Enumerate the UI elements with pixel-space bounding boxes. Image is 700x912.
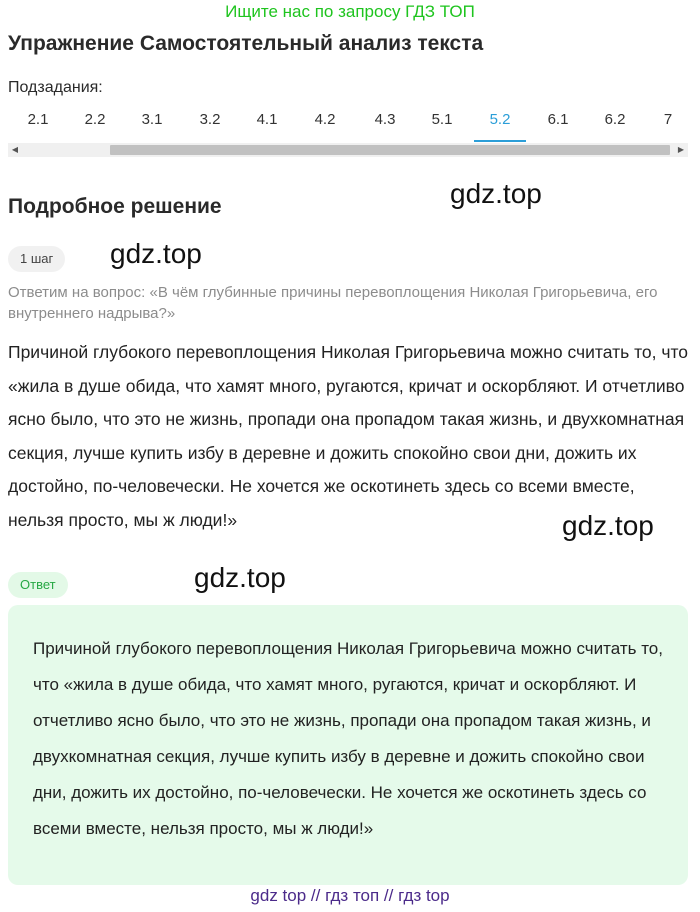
tab-subtask[interactable]: 5.1 [431, 111, 453, 128]
scroll-thumb[interactable] [110, 145, 670, 155]
section-title: Подробное решение [8, 195, 222, 218]
answer-box [8, 605, 688, 885]
tab-subtask[interactable]: 7 [663, 111, 673, 128]
tab-subtask[interactable]: 4.3 [374, 111, 396, 128]
tab-subtask-active[interactable]: 5.2 [474, 104, 526, 142]
tabs-scrollbar[interactable] [8, 143, 688, 157]
step-badge: 1 шаг [8, 246, 65, 272]
footer-links: gdz top // гдз топ // гдз top [250, 886, 450, 905]
tab-subtask[interactable]: 4.1 [256, 111, 278, 128]
solution-text: Причиной глубокого перевоплощения Николая Григорьевича можно считать то, что «жила в душе обида, что хамят много, ругаются, кричат и оскорбляют. И отчетливо ясно было, что это не жизнь, пропади она пропадом такая жизнь, и двухкомнатная секция, лучше купить избу в деревне и дожить спокойно свои дни, дожить их достойно, по-человечески. Не хочется же оскотинеть здесь со всеми вместе, нельзя просто, мы ж люди!» [8, 342, 689, 530]
answer-badge: Ответ [8, 572, 68, 598]
answer-text: Причиной глубокого перевоплощения Николая Григорьевича можно считать то, что «жила в душе обида, что хамят много, ругаются, кричат и оскорбляют. И отчетливо ясно было, что это не жизнь, пропади она пропадом такая жизнь, и двухкомнатная секция, лучше купить избу в деревне и дожить спокойно свои дни, дожить их достойно, по-человечески. Не хочется же оскотинеть здесь со всеми вместе, нельзя просто, мы ж люди!» [33, 639, 663, 838]
watermark: gdz.top [562, 510, 654, 541]
watermark: gdz.top [194, 562, 286, 593]
tab-subtask[interactable]: 6.2 [604, 111, 626, 128]
watermark: gdz.top [110, 238, 202, 269]
scroll-left-icon[interactable]: ◀ [11, 145, 19, 154]
tab-subtask[interactable]: 3.2 [199, 111, 221, 128]
promo-banner: Ищите нас по запросу ГДЗ ТОП [225, 2, 475, 21]
watermark: gdz.top [450, 178, 542, 209]
page-title: Упражнение Самостоятельный анализ текста [8, 32, 484, 55]
tab-subtask[interactable]: 2.2 [84, 111, 106, 128]
tab-subtask[interactable]: 2.1 [27, 111, 49, 128]
tab-subtask[interactable]: 6.1 [547, 111, 569, 128]
tab-subtask[interactable]: 4.2 [314, 111, 336, 128]
subtask-tabs [0, 104, 700, 142]
scroll-right-icon[interactable]: ▶ [677, 145, 685, 154]
subtasks-label: Подзадания: [8, 79, 103, 96]
question-text: Ответим на вопрос: «В чём глубинные причины перевоплощения Николая Григорьевича, его внутреннего надрыва?» [8, 284, 658, 322]
tab-subtask[interactable]: 3.1 [141, 111, 163, 128]
